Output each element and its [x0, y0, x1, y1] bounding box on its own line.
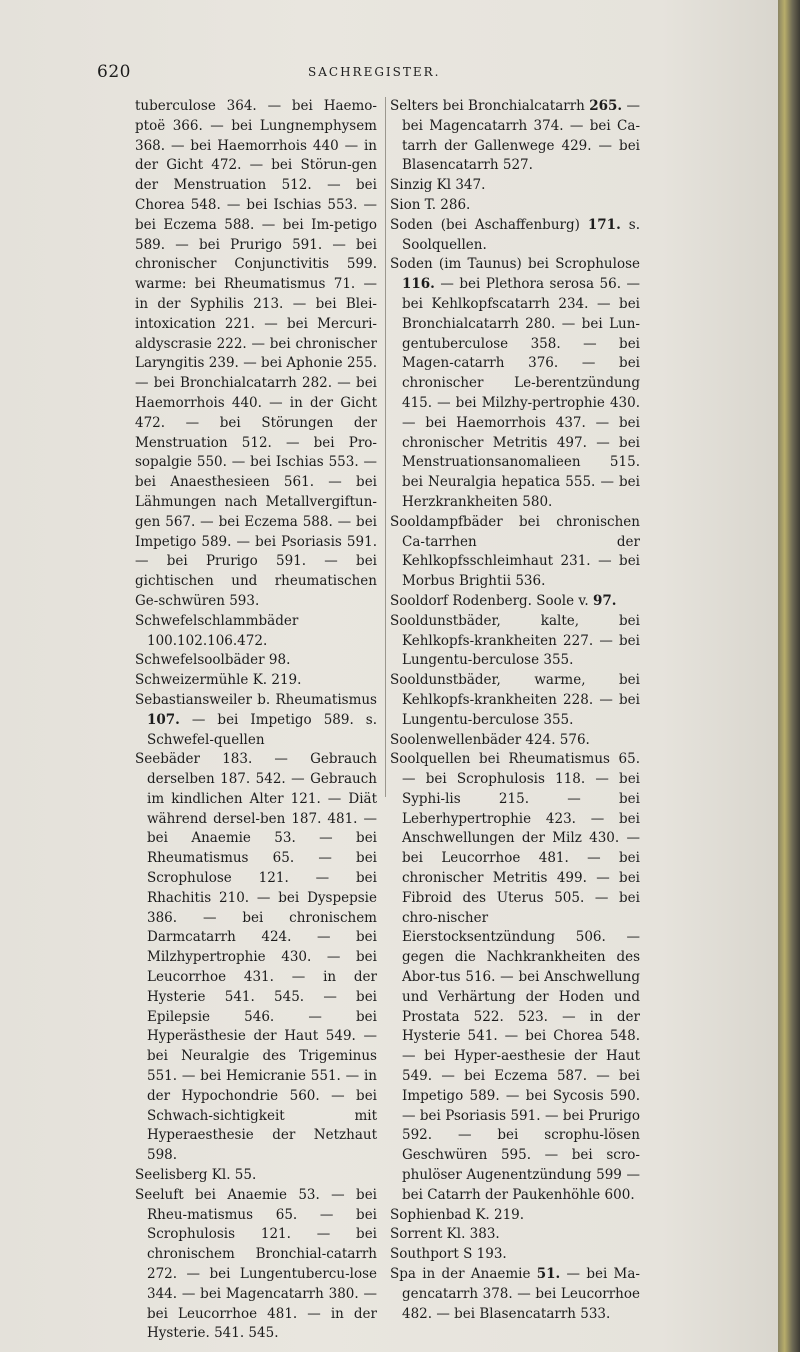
index-entry: Selters bei Bronchialcatarrh 265. — bei Magencatarrh 374. — bei Ca-tarrh der Gallenwege 429. — bei Blasencatarrh 527.: [390, 98, 640, 174]
index-entry: Soden (im Taunus) bei Scrophulose 116. — bei Plethora serosa 56. — bei Kehlkopfscatarrh 234. — bei Bronchialcatarrh 280. — bei Lun-gentuberculose 358. — bei Magen-catarrh 376. — bei chronischer Le-berentzündung 415. — bei Milzhy-pertrophie 430. — bei Haemorrhois 437. — bei chronischer Metritis 497. — bei Menstruationsanomalieen 515. bei Neuralgia hepatica 555. — bei Herzkrankheiten 580.: [390, 256, 640, 510]
left-column: [135, 97, 377, 1344]
index-entry: Seeluft bei Anaemie 53. — bei Rheu-matismus 65. — bei Scrophulosis 121. — bei chronischem Bronchial-catarrh 272. — bei Lungentubercu-lose 344. — bei Magencatarrh 380. — bei Leucorrhoe 481. — in der Hysterie. 541. 545.: [135, 1186, 377, 1342]
index-entry: Sinzig Kl 347.: [390, 177, 486, 194]
index-entry: Schwefelschlammbäder 100.102.106.472.: [135, 612, 299, 649]
index-entry: Soolenwellenbäder 424. 576.: [390, 731, 590, 748]
index-entry: Schweizermühle K. 219.: [135, 672, 302, 689]
bold-page-ref: 97.: [592, 592, 617, 609]
index-entry: Spa in der Anaemie 51. — bei Ma-gencatarrh 378. — bei Leucorrhoe 482. — bei Blasencatarrh 533.: [390, 1266, 640, 1322]
book-spine-edge: [778, 0, 800, 1352]
index-entry: Schwefelsoolbäder 98.: [135, 652, 291, 669]
index-entry: Seelisberg Kl. 55.: [135, 1167, 257, 1184]
index-entry: Sooldunstbäder, kalte, bei Kehlkopfs-krankheiten 227. — bei Lungentu-berculose 355.: [390, 612, 640, 669]
running-head: SACHREGISTER.: [308, 65, 441, 79]
index-entry: Sebastiansweiler b. Rheumatismus 107. — bei Impetigo 589. s. Schwefel-quellen: [135, 691, 377, 748]
bold-page-ref: 116.: [402, 276, 435, 293]
index-entry: Sophienbad K. 219.: [390, 1206, 525, 1223]
bold-page-ref: 171.: [587, 216, 621, 233]
right-column: [390, 97, 640, 1324]
index-entry: Soden (bei Aschaffenburg) 171. s. Soolquellen.: [390, 216, 641, 253]
bold-page-ref: 107.: [147, 711, 180, 728]
bold-page-ref: 265.: [589, 98, 623, 114]
bold-page-ref: 51.: [536, 1266, 561, 1283]
index-entry: Southport S 193.: [390, 1246, 507, 1263]
index-entry: Sion T. 286.: [390, 196, 471, 213]
index-entry: Seebäder 183. — Gebrauch derselben 187. 542. — Gebrauch im kindlichen Alter 121. — Diät während dersel-ben 187. 481. — bei Anaemie 53. — bei Rheumatismus 65. — bei Scrophulose 121. — bei Rhachitis 210. — bei Dyspepsie 386. — bei chronischem Darmcatarrh 424. — bei Milzhypertrophie 430. — bei Leucorrhoe 431. — in der Hysterie 541. 545. — bei Epilepsie 546. — bei Hyperästhesie der Haut 549. — bei Neuralgie des Trigeminus 551. — bei Hemicranie 551. — in der Hypochondrie 560. — bei Schwach-sichtigkeit mit Hyperaesthesie der Netzhaut 598.: [135, 751, 377, 1164]
index-entry: Sorrent Kl. 383.: [390, 1226, 500, 1243]
index-entry: Sooldorf Rodenberg. Soole v. 97.: [390, 592, 617, 609]
column-divider: [385, 97, 386, 797]
index-entry: tuberculose 364. — bei Haemo-ptoë 366. — bei Lungnemphysem 368. — bei Haemorrhois 440 — in der Gicht 472. — bei Störun-gen der Menstruation 512. — bei Chorea 548. — bei Ischias 553. — bei Eczema 588. — bei Im-petigo 589. — bei Prurigo 591. — bei chronischer Conjunctivitis 599. warme: bei Rheumatismus 71. — in der Syphilis 213. — bei Blei-intoxication 221. — bei Mercuri-aldyscrasie 222. — bei chronischer Laryngitis 239. — bei Aphonie 255. — bei Bronchialcatarrh 282. — bei Haemorrhois 440. — in der Gicht 472. — bei Störungen der Menstruation 512. — bei Pro-sopalgie 550. — bei Ischias 553. — bei Anaesthesieen 561. — bei Lähmungen nach Metallvergiftun-gen 567. — bei Eczema 588. — bei Impetigo 589. — bei Psoriasis 591. — bei Prurigo 591. — bei gichtischen und rheumatischen Ge-schwüren 593.: [135, 98, 377, 609]
index-entry: Soolquellen bei Rheumatismus 65. — bei Scrophulosis 118. — bei Syphi-lis 215. — bei Leberhypertrophie 423. — bei Anschwellungen der Milz 430. — bei Leucorrhoe 481. — bei chronischer Metritis 499. — bei Fibroid des Uterus 505. — bei chro-nischer Eierstocksentzündung 506. — gegen die Nachkrankheiten des Abor-tus 516. — bei Anschwellung und Verhärtung der Hoden und Prostata 522. 523. — in der Hysterie 541. — bei Chorea 548. — bei Hyper-aesthesie der Haut 549. — bei Eczema 587. — bei Impetigo 589. — bei Sycosis 590. — bei Psoriasis 591. — bei Prurigo 592. — bei scrophu-lösen Geschwüren 595. — bei scro-phulöser Augenentzündung 599 — bei Catarrh der Paukenhöhle 600.: [390, 751, 640, 1203]
index-entry: Sooldunstbäder, warme, bei Kehlkopfs-krankheiten 228. — bei Lungentu-berculose 355.: [390, 672, 640, 728]
index-entry: Sooldampfbäder bei chronischen Ca-tarrhen der Kehlkopfsschleimhaut 231. — bei Morbus Brightii 536.: [390, 513, 640, 590]
page-number: 620: [97, 62, 131, 82]
